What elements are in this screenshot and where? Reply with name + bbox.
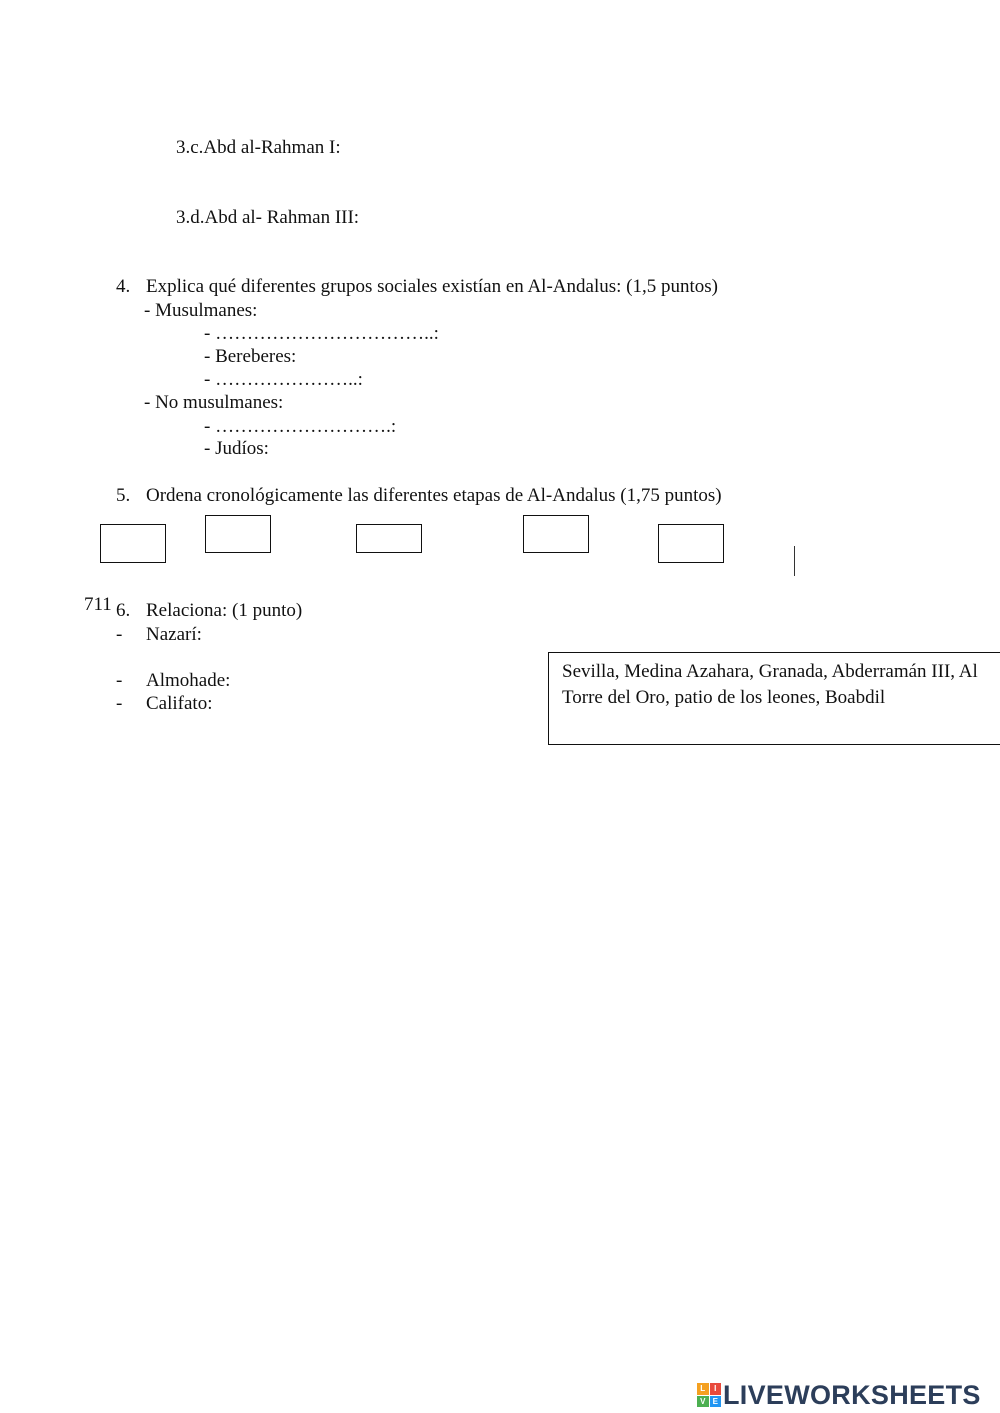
group-no-musulmanes-item-judios: - Judíos: <box>204 438 269 459</box>
relate-item-califato: Califato: <box>146 693 213 714</box>
stage-order-box-5[interactable] <box>658 524 724 563</box>
relate-item-almohade: Almohade: <box>146 670 231 691</box>
item-dash: - <box>116 624 123 645</box>
stage-order-box-1[interactable] <box>100 524 166 563</box>
logo-mark-cell: L <box>697 1383 709 1395</box>
group-musulmanes-item-blank-2[interactable]: - …………………..: <box>204 369 363 390</box>
question-4-number: 4. <box>116 276 131 297</box>
logo-mark-cell: E <box>710 1396 722 1408</box>
liveworksheets-logo <box>697 1378 981 1412</box>
question-5-text: Ordena cronológicamente las diferentes etapas de Al-Andalus (1,75 puntos) <box>146 485 722 506</box>
item-3d-label: 3.d.Abd al- Rahman III: <box>176 207 360 228</box>
group-no-musulmanes-item-blank[interactable]: - ……………………….: <box>204 416 397 437</box>
relate-item-nazari: Nazarí: <box>146 624 202 645</box>
word-bank-line-2: Torre del Oro, patio de los leones, Boabdil <box>562 687 886 708</box>
group-musulmanes-label: - Musulmanes: <box>144 300 258 321</box>
stage-order-box-2[interactable] <box>205 515 271 553</box>
year-711-label: 711 <box>84 594 112 615</box>
logo-mark-cell: V <box>697 1396 709 1408</box>
item-dash: - <box>116 670 123 691</box>
item-3c-label: 3.c.Abd al-Rahman I: <box>176 137 341 158</box>
word-bank-line-1: Sevilla, Medina Azahara, Granada, Abderramán III, Al <box>562 661 978 682</box>
stage-order-box-4[interactable] <box>523 515 589 553</box>
liveworksheets-wordmark: LIVEWORKSHEETS <box>723 1379 981 1410</box>
text-cursor <box>794 546 795 576</box>
stage-order-box-3[interactable] <box>356 524 422 553</box>
group-no-musulmanes-label: - No musulmanes: <box>144 392 284 413</box>
logo-mark-cell: I <box>710 1383 722 1395</box>
word-bank-box <box>548 652 1000 745</box>
group-musulmanes-item-bereberes: - Bereberes: <box>204 346 297 367</box>
item-dash: - <box>116 693 123 714</box>
question-4-text: Explica qué diferentes grupos sociales existían en Al-Andalus: (1,5 puntos) <box>146 276 718 297</box>
group-musulmanes-item-blank-1[interactable]: - ……………………………..: <box>204 323 439 344</box>
question-6-text: Relaciona: (1 punto) <box>146 600 303 621</box>
liveworksheets-mark-icon <box>697 1383 721 1407</box>
question-5-number: 5. <box>116 485 131 506</box>
question-6-number: 6. <box>116 600 131 621</box>
